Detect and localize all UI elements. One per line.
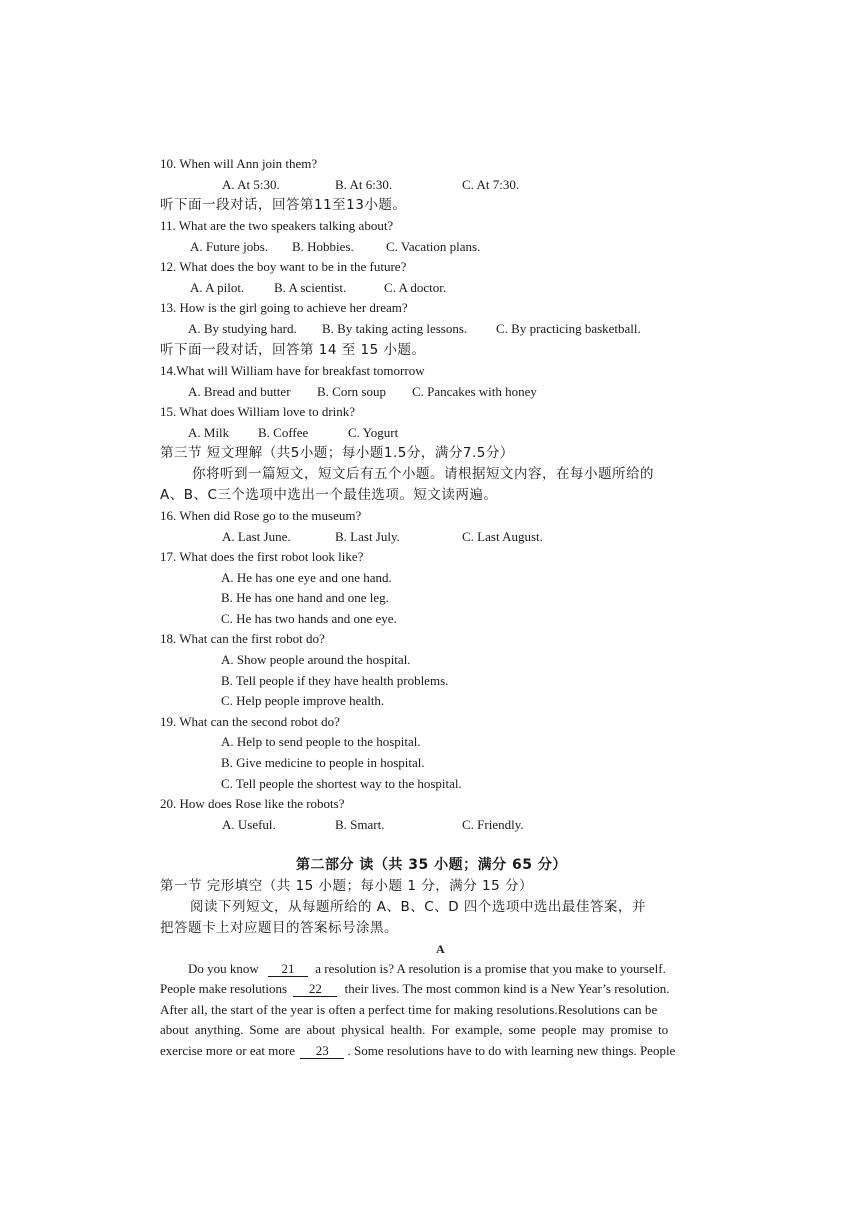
blank-22[interactable]: 22 xyxy=(293,982,337,997)
option-18-a: A. Show people around the hospital. xyxy=(221,652,411,667)
option-a: A. Last June. xyxy=(222,529,291,544)
question-17: 17. What does the first robot look like? xyxy=(160,549,364,564)
option-a: A. By studying hard. xyxy=(188,321,297,336)
option-b: B. By taking acting lessons. xyxy=(322,321,468,336)
passage-text: People make resolutions xyxy=(160,981,288,996)
question-14: 14.What will William have for breakfast tomorrow xyxy=(160,363,425,378)
option-19-a: A. Help to send people to the hospital. xyxy=(221,734,421,749)
option-a: A. Bread and butter xyxy=(188,384,291,399)
option-c: C. Yogurt xyxy=(348,425,399,440)
option-b: B. Hobbies. xyxy=(292,239,354,254)
reading-section-1-instruction-2: 把答题卡上对应题目的答案标号涂黑。 xyxy=(160,920,398,936)
passage-line-2 xyxy=(160,981,669,997)
option-b: B. Smart. xyxy=(335,817,385,832)
option-18-c: C. Help people improve health. xyxy=(221,693,385,708)
question-12: 12. What does the boy want to be in the future? xyxy=(160,259,407,274)
option-19-c: C. Tell people the shortest way to the hospital. xyxy=(221,776,462,791)
option-17-c: C. He has two hands and one eye. xyxy=(221,611,397,626)
reading-section-1-title: 第一节 完形填空（共 15 小题；每小题 1 分，满分 15 分） xyxy=(160,878,533,894)
passage-text: exercise more or eat more xyxy=(160,1043,295,1058)
option-b: B. Last July. xyxy=(335,529,400,544)
passage-text: . Some resolutions have to do with learning new things. People xyxy=(347,1043,676,1058)
question-20: 20. How does Rose like the robots? xyxy=(160,796,345,811)
passage-line-5 xyxy=(160,1043,675,1059)
section-3-title: 第三节 短文理解（共5小题；每小题1.5分，满分7.5分） xyxy=(160,445,514,461)
question-19: 19. What can the second robot do? xyxy=(160,714,340,729)
option-a: A. A pilot. xyxy=(190,280,245,295)
option-a: A. Future jobs. xyxy=(190,239,268,254)
passage-text: their lives. The most common kind is a New Year’s resolution. xyxy=(344,981,670,996)
passage-label: A xyxy=(436,942,445,956)
part-2-title: 第二部分 读（共 35 小题；满分 65 分） xyxy=(296,857,567,873)
instruction-11-13: 听下面一段对话，回答第11至13小题。 xyxy=(160,197,407,213)
passage-line-4: about anything. Some are about physical health. For example, some people may promise to xyxy=(160,1022,669,1037)
question-15: 15. What does William love to drink? xyxy=(160,404,356,419)
option-a: A. Useful. xyxy=(222,817,276,832)
option-a: A. At 5:30. xyxy=(222,177,280,192)
option-c: C. By practicing basketball. xyxy=(496,321,641,336)
question-11: 11. What are the two speakers talking about? xyxy=(160,218,394,233)
instruction-14-15: 听下面一段对话，回答第 14 至 15 小题。 xyxy=(160,342,426,358)
question-10: 10. When will Ann join them? xyxy=(160,156,318,171)
question-18: 18. What can the first robot do? xyxy=(160,631,325,646)
option-18-b: B. Tell people if they have health problems. xyxy=(221,673,449,688)
question-13: 13. How is the girl going to achieve her dream? xyxy=(160,300,408,315)
option-c: C. Pancakes with honey xyxy=(412,384,537,399)
blank-21[interactable]: 21 xyxy=(268,962,308,977)
option-17-b: B. He has one hand and one leg. xyxy=(221,590,389,605)
option-c: C. Friendly. xyxy=(462,817,524,832)
option-a: A. Milk xyxy=(188,425,230,440)
option-c: C. At 7:30. xyxy=(462,177,520,192)
reading-section-1-instruction-1: 阅读下列短文，从每题所给的 A、B、C、D 四个选项中选出最佳答案，并 xyxy=(190,899,646,915)
section-3-instruction-2: A、B、C三个选项中选出一个最佳选项。短文读两遍。 xyxy=(160,487,498,503)
option-b: B. Corn soup xyxy=(317,384,386,399)
question-16: 16. When did Rose go to the museum? xyxy=(160,508,362,523)
section-3-instruction-1: 你将听到一篇短文，短文后有五个小题。请根据短文内容，在每小题所给的 xyxy=(192,466,654,482)
option-b: B. A scientist. xyxy=(274,280,347,295)
passage-line-3: After all, the start of the year is often a perfect time for making resolutions.Resolutions can be xyxy=(160,1002,658,1017)
passage-line-1 xyxy=(188,961,666,977)
passage-text: Do you know xyxy=(188,961,259,976)
option-c: C. Vacation plans. xyxy=(386,239,481,254)
option-17-a: A. He has one eye and one hand. xyxy=(221,570,392,585)
option-b: B. At 6:30. xyxy=(335,177,393,192)
blank-23[interactable]: 23 xyxy=(300,1044,344,1059)
option-c: C. Last August. xyxy=(462,529,543,544)
option-19-b: B. Give medicine to people in hospital. xyxy=(221,755,425,770)
option-c: C. A doctor. xyxy=(384,280,447,295)
option-b: B. Coffee xyxy=(258,425,309,440)
passage-text: a resolution is? A resolution is a promise that you make to yourself. xyxy=(315,961,666,976)
